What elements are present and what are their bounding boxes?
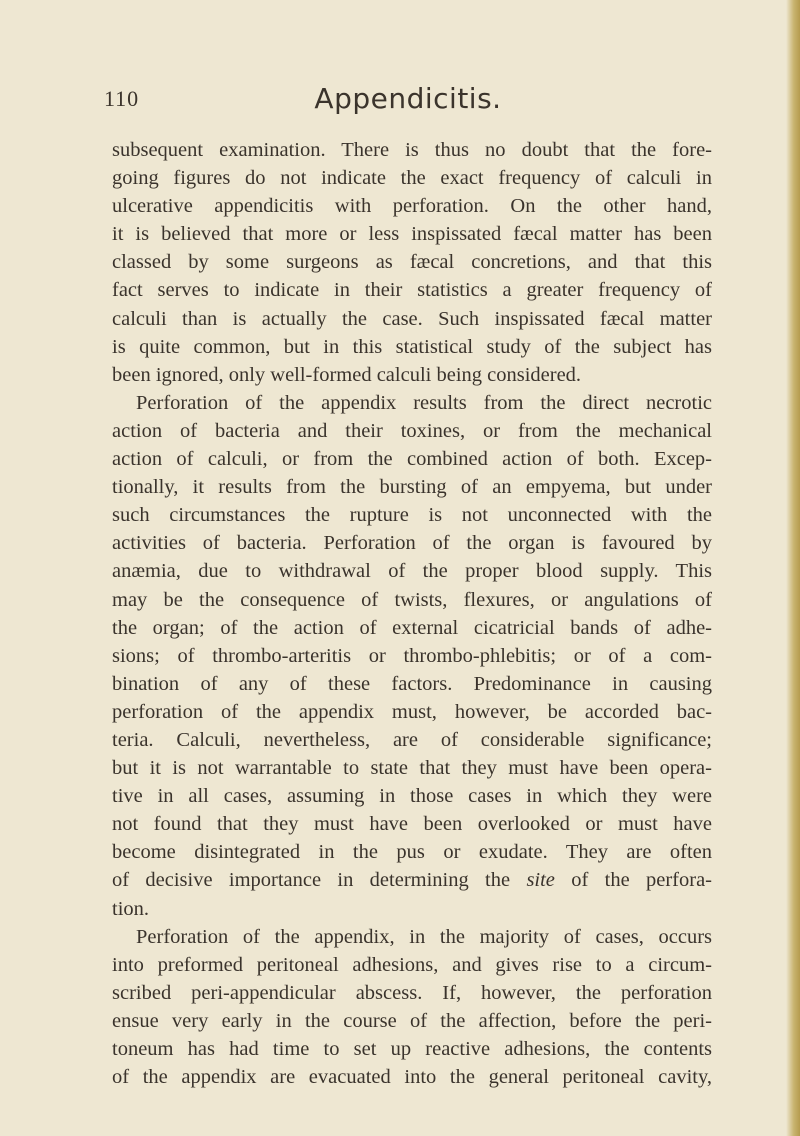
text-line: into preformed peritoneal adhesions, and gives rise to a circum- bbox=[112, 953, 712, 976]
text-line: ensue very early in the course of the affection, before the peri- bbox=[112, 1009, 712, 1032]
running-header bbox=[104, 82, 712, 122]
text-line-with-italic bbox=[112, 866, 712, 894]
text-line: calculi than is actually the case. Such inspissated fæcal matter bbox=[112, 307, 712, 330]
text-line: activities of bacteria. Perforation of the organ is favoured by bbox=[112, 532, 712, 555]
text-line: fact serves to indicate in their statistics a greater frequency of bbox=[112, 279, 712, 302]
text-line: tionally, it results from the bursting of an empyema, but under bbox=[112, 476, 712, 499]
text-line: been ignored, only well-formed calculi being considered. bbox=[112, 363, 582, 386]
text-line: perforation of the appendix must, however, be accorded bac- bbox=[112, 700, 712, 723]
text-line: tive in all cases, assuming in those cases in which they were bbox=[112, 785, 712, 808]
text-line: going figures do not indicate the exact frequency of calculi in bbox=[112, 167, 712, 190]
text-fragment: of the perfora- bbox=[571, 869, 713, 892]
text-line: classed by some surgeons as fæcal concretions, and that this bbox=[112, 251, 712, 274]
page-edge bbox=[786, 0, 800, 1136]
text-fragment: of decisive importance in determining the bbox=[112, 869, 511, 892]
text-line: scribed peri-appendicular abscess. If, however, the perforation bbox=[112, 981, 712, 1004]
text-line: may be the consequence of twists, flexures, or angulations of bbox=[112, 588, 712, 611]
text-line: of the appendix are evacuated into the general peritoneal cavity, bbox=[112, 1066, 712, 1089]
text-line: ulcerative appendicitis with perforation. On the other hand, bbox=[112, 195, 712, 218]
text-line: anæmia, due to withdrawal of the proper blood supply. This bbox=[112, 560, 712, 583]
text-line: the organ; of the action of external cicatricial bands of adhe- bbox=[112, 616, 712, 639]
italic-word: site bbox=[526, 869, 555, 892]
text-line: become disintegrated in the pus or exudate. They are often bbox=[112, 841, 712, 864]
text-line: is quite common, but in this statistical study of the subject has bbox=[112, 335, 712, 358]
text-line: such circumstances the rupture is not unconnected with the bbox=[112, 504, 712, 527]
paragraph-start: Perforation of the appendix, in the majority of cases, occurs bbox=[136, 925, 712, 948]
running-title: Appendicitis. bbox=[314, 82, 502, 115]
text-line: but it is not warrantable to state that they must have been opera- bbox=[112, 757, 712, 780]
text-line: action of bacteria and their toxines, or from the mechanical bbox=[112, 419, 712, 442]
page-number: 110 bbox=[104, 86, 140, 111]
text-line: not found that they must have been overlooked or must have bbox=[112, 813, 712, 836]
text-line: bination of any of these factors. Predominance in causing bbox=[112, 672, 712, 695]
text-line: tion. bbox=[112, 897, 150, 920]
paragraph-start: Perforation of the appendix results from the direct necrotic bbox=[136, 391, 712, 414]
text-line: subsequent examination. There is thus no doubt that the fore- bbox=[112, 139, 712, 161]
text-line: toneum has had time to set up reactive adhesions, the contents bbox=[112, 1038, 712, 1060]
text-line: sions; of thrombo-arteritis or thrombo-phlebitis; or of a com- bbox=[112, 644, 712, 667]
text-line: it is believed that more or less inspissated fæcal matter has been bbox=[112, 223, 712, 246]
body-text bbox=[112, 136, 712, 1091]
text-line: teria. Calculi, nevertheless, are of considerable significance; bbox=[112, 728, 712, 751]
text-line: action of calculi, or from the combined action of both. Excep- bbox=[112, 448, 712, 471]
